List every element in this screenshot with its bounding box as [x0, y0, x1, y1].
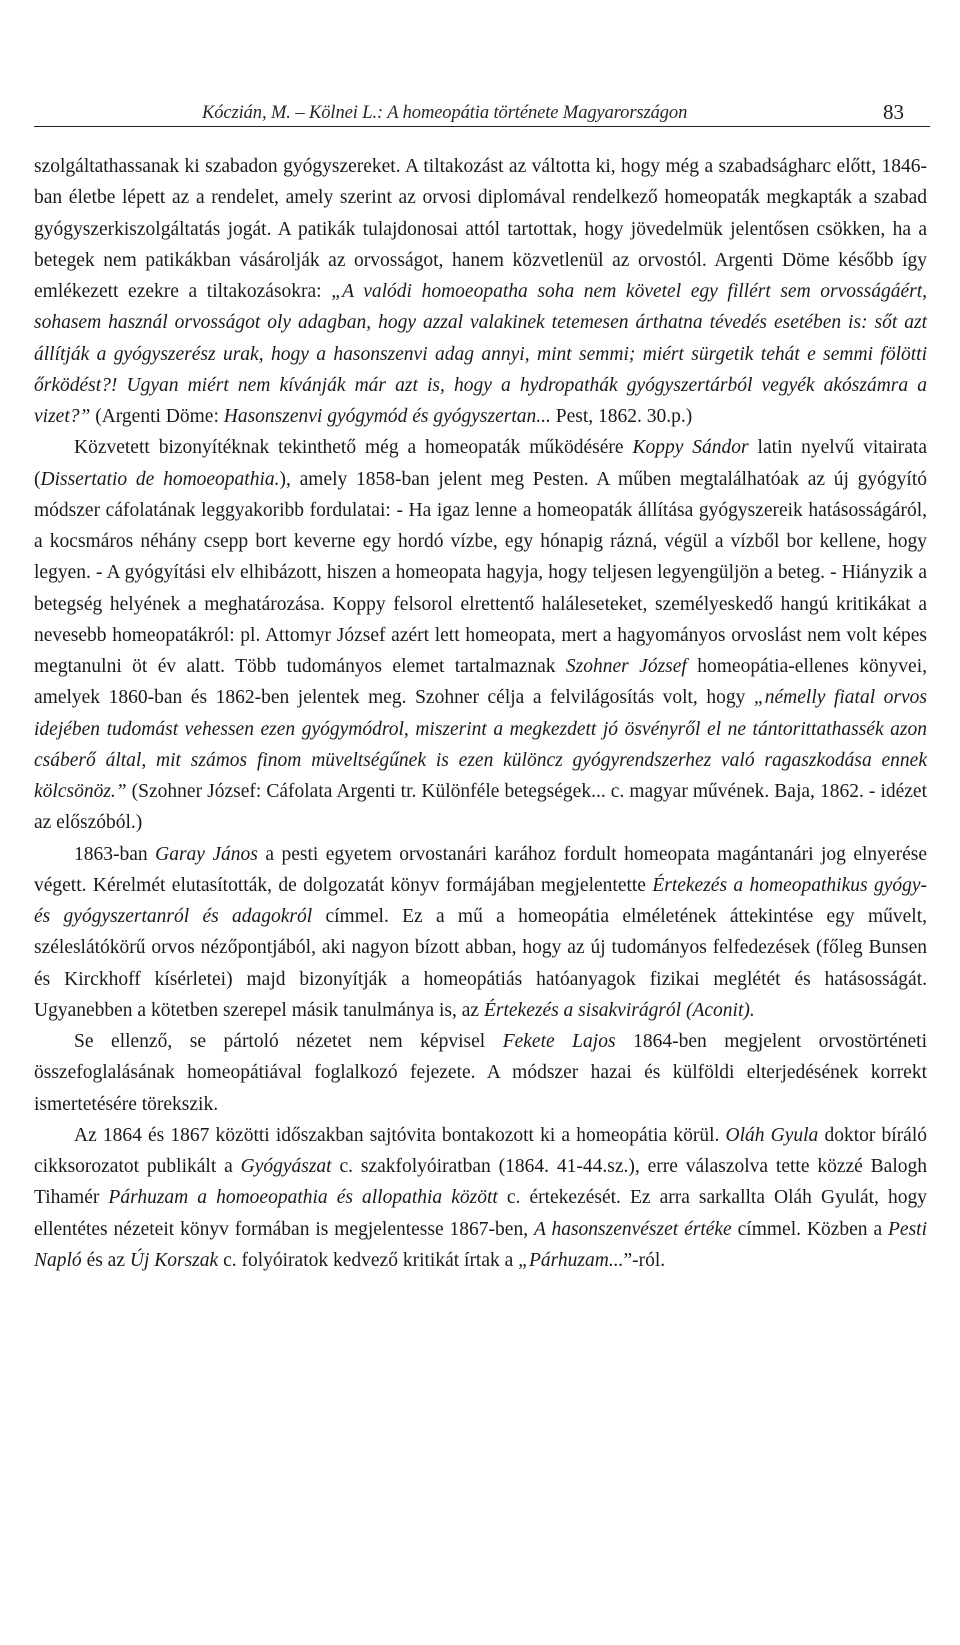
italic-run: „A valódi homoeopatha soha nem követel egy fillért sem orvosságáért, sohasem használ orvosságot oly adagban, hogy azzal valakinek tetemesen árthatna tévedés esetében is: sőt azt állítják a gyógyszerész urak, hogy a hasonszenvi adag annyi, mint semmi; miért sürgetik tehát e semmi fölötti őrködést?! Ugyan miért nem kívánják már azt is, hogy a hydropathák gyógyszertárból vegyék akószámra a vizet?” — [34, 281, 927, 427]
italic-run: Szohner József — [565, 656, 687, 677]
italic-run: Pesti Napló — [34, 1218, 928, 1271]
italic-run: „Párhuzam... — [518, 1249, 624, 1271]
text-run: Se ellenző, se pártoló nézetet nem képvisel — [74, 1031, 503, 1052]
body-text — [34, 151, 927, 1276]
text-run: 1864-ben megjelent orvostörténeti összefoglalásának homeopátiával foglalkozó fejezete. A módszer hazai és külföldi elterjedésének korrekt ismertetésére törekszik. — [34, 1031, 927, 1115]
italic-run: Értekezés a homeopathikus gyógy- és gyógyszertanról és adagokról — [34, 874, 927, 927]
text-run: címmel. Közben a — [731, 1218, 889, 1240]
italic-run: Értekezés a sisakvirágról (Aconit). — [483, 999, 755, 1021]
text-run: c. szakfolyóiratban (1864. 41-44.sz.), erre válaszolva tette közzé Balogh Tihamér — [34, 1156, 927, 1209]
text-run: (Argenti Döme: — [90, 406, 224, 427]
italic-run: Új Korszak — [129, 1249, 219, 1271]
italic-run: Párhuzam a homoeopathia és allopathia között — [108, 1187, 498, 1209]
text-run: és az — [81, 1249, 130, 1271]
text-run: Az 1864 és 1867 közötti időszakban sajtóvita bontakozott ki a homeopátia körül. — [74, 1124, 726, 1146]
text-run: 1863-ban — [74, 843, 156, 865]
text-run: (Szohner József: Cáfolata Argenti tr. Különféle betegségek... c. magyar művének. Baja, 1862. - idézet az előszóból.) — [34, 781, 927, 834]
text-run: ), amely 1858-ban jelent meg Pesten. A műben megtalálhatóak az új gyógyító módszer cáfolatának leggyakoribb fordulatai: - Ha igaz lenne a homeopaták állítása gyógyszereik hatásosságáról, a kocsmáros néhány csepp bort keverne egy hordó vízbe, egy hónapig rázná, végül a vízből bor kellene, hogy legyen. - A gyógyítási elv elhibázott, hiszen a homeopata hagyja, hogy teljesen legyengüljön a beteg. - Hiányzik a betegség helyének a meghatározása. Koppy felsorol elrettentő haláleseteket, személyeskedő hangú kritikákat a nevesebb homeopatákról: pl. Attomyr József azért lett homeopata, mert a hagyományos orvoslást nem volt képes megtanulni öt év alatt. Több tudományos elemet tartalmaznak — [34, 468, 928, 677]
italic-run: Koppy Sándor — [632, 437, 749, 459]
page-number: 83 — [883, 100, 904, 124]
text-run: c. folyóiratok kedvező kritikát írtak a — [218, 1249, 519, 1271]
paragraph — [34, 1120, 927, 1276]
paragraph — [34, 151, 927, 432]
italic-run: Garay János — [155, 843, 258, 865]
italic-run: Hasonszenvi gyógymód és gyógyszertan... — [223, 406, 551, 427]
text-run: doktor bíráló cikksorozatot publikált a — [34, 1124, 927, 1177]
paragraph — [34, 1026, 927, 1120]
italic-run: „némelly fiatal orvos idejében tudomást vehessen ezen gyógymódrol, miszerint a megkezdett jó ösvényről el ne tántorittathassék azon csáberő által, mit számos finom müveltségűnek is ezen különcz gyógyrendszerhez való ragaszkodása ennek kölcsönöz.” — [34, 687, 928, 802]
paragraph — [34, 839, 927, 1027]
text-run: szolgáltathassanak ki szabadon gyógyszereket. A tiltakozást az váltotta ki, hogy még a szabadságharc előtt, 1846-ban életbe lépett az a rendelet, amely szerint az orvosi diplomával rendelkező homeopaták megkapták a szabad gyógyszerkiszolgáltatás jogát. A patikák tulajdonosai attól tartottak, hogy jövedelmük jelentősen csökken, ha a betegek nem patikákban vásárolják az orvosságot, hanem közvetlenül az orvostól. Argenti Döme később így emlékezett ezekre a tiltakozásokra: — [34, 156, 927, 302]
text-run: homeopátia-ellenes könyvei, amelyek 1860-ban és 1862-ben jelentek meg. Szohner célja a felvilágosítás volt, hogy — [34, 656, 927, 709]
italic-run: Gyógyászat — [240, 1156, 332, 1177]
text-run: ”-ról. — [623, 1249, 666, 1271]
text-run: c. értekezését. Ez arra sarkallta Oláh Gyulát, hogy ellentétes nézeteit könyv formában is megjelentesse 1867-ben, — [34, 1187, 927, 1240]
italic-run: Fekete Lajos — [502, 1031, 616, 1052]
italic-run: A hasonszenvészet értéke — [533, 1218, 732, 1240]
text-run: latin nyelvű vitairata ( — [34, 437, 927, 490]
italic-run: Oláh Gyula — [725, 1124, 819, 1146]
text-run: a pesti egyetem orvostanári karához fordult homeopata magántanári jog elnyerése végett. Kérelmét elutasították, de dolgozatát könyv formájában megjelentette — [34, 843, 927, 896]
text-run: Közvetett bizonyítéknak tekinthető még a homeopaták működésére — [74, 437, 633, 459]
running-header — [34, 100, 930, 127]
paragraph — [34, 432, 927, 838]
text-run: címmel. Ez a mű a homeopátia elméletének áttekintése egy művelt, széleslátókörű orvos nézőpontjából, aki nagyon bízott abban, hogy az új tudományos felfedezések (főleg Bunsen és Kirckhoff kísérletei) majd bizonyítják a homeopátiás hatóanyagok fizikai meglétét és hatásosságát. Ugyanebben a kötetben szerepel másik tanulmánya is, az — [34, 906, 927, 1021]
text-run: Pest, 1862. 30.p.) — [550, 406, 693, 427]
running-title: Kóczián, M. – Kölnei L.: A homeopátia története Magyarországon — [202, 103, 688, 123]
italic-run: Dissertatio de homoeopathia. — [40, 468, 280, 490]
